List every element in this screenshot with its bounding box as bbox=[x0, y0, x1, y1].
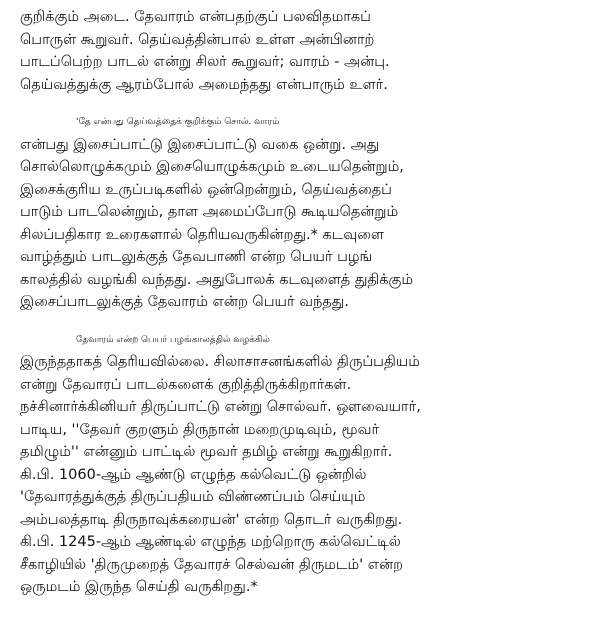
text-line: கி.பி. 1060-ஆம் ஆண்டு எழுந்த கல்வெட்டு ஒன்றில் bbox=[20, 466, 367, 483]
text-line: ஒருமடம் இருந்த செய்தி வருகிறது.* bbox=[20, 579, 258, 595]
text-line: அம்பலத்தாடி திருநாவுக்கரையன்' என்ற தொடர் வருகிறது. bbox=[20, 511, 403, 528]
text-line: பாடும் பாடலென்றும், தாள அமைப்போடு கூடியதென்றும் bbox=[20, 204, 399, 220]
text-line: என்பது இசைப்பாட்டு இசைப்பாட்டு வகை ஒன்று. அது bbox=[20, 136, 380, 153]
paragraph bbox=[20, 6, 582, 96]
text-line: சொல்லொழுக்கமும் இசையொழுக்கமும் உடையதென்றும், bbox=[20, 159, 404, 175]
text-line: இசைக்குரிய உருப்படிகளில் ஒன்றென்றும், தெய்வத்தைப் bbox=[20, 181, 392, 198]
text-line: 'தே என்பது தெய்வத்தைக் குறிக்கும் சொல். வாரம் bbox=[76, 117, 280, 127]
text-line: குறிக்கும் அடை. தேவாரம் என்பதற்குப் பலவிதமாகப் bbox=[20, 9, 371, 25]
text-line: கி.பி. 1245-ஆம் ஆண்டில் எழுந்த மற்றொரு கல்வெட்டில் bbox=[20, 534, 401, 550]
paragraph bbox=[20, 329, 582, 599]
text-line: பாடப்பெற்ற பாடல் என்று சிலர் கூறுவர்; வாரம் - அன்பு. bbox=[20, 54, 390, 70]
text-line: 'தேவாரத்துக்குத் திருப்பதியம் விண்ணப்பம் செய்யும் bbox=[20, 489, 366, 505]
text-line: வாழ்த்தும் பாடலுக்குத் தேவபாணி என்ற பெயர் பழங் bbox=[20, 249, 373, 265]
text-line: தேவாரம் என்ற பெயர் பழங்காலத்தில் வழக்கில் bbox=[76, 334, 270, 345]
text-line: சீகாழியில் 'திருமுறைத் தேவாரச் செல்வன் திருமடம்' என்ற bbox=[20, 556, 403, 573]
text-line: சிலப்பதிகார உரைகளால் தெரியவருகின்றது.* கடவுளை bbox=[20, 226, 385, 243]
text-line: தமிழும்'' என்னும் பாட்டில் மூவர் தமிழ் என்று கூறுகிறார். bbox=[20, 444, 393, 460]
text-line: பொருள் கூறுவர். தெய்வத்தின்பால் உள்ள அன்பினாற் bbox=[20, 31, 375, 48]
text-line: பாடிய, ''தேவர் குறளும் திருநான் மறைமுடிவும், மூவர் bbox=[20, 421, 380, 438]
text-line: என்று தேவாரப் பாடல்களைக் குறித்திருக்கிறார்கள். bbox=[20, 376, 352, 393]
text-line: தெய்வத்துக்கு ஆரம்போல் அமைந்தது என்பாரும் உளர். bbox=[20, 76, 388, 93]
text-line: இசைப்பாடலுக்குத் தேவாரம் என்ற பெயர் வந்தது. bbox=[20, 294, 349, 310]
paragraph bbox=[20, 111, 582, 314]
text-line: இருந்ததாகத் தெரியவில்லை. சிலாசாசனங்களில் திருப்பதியம் bbox=[20, 354, 420, 370]
text-line: நச்சினார்க்கினியர் திருப்பாட்டு என்று சொல்வர். ஔவையார், bbox=[20, 399, 421, 415]
text-line: காலத்தில் வழங்கி வந்தது. அதுபோலக் கடவுளைத் துதிக்கும் bbox=[20, 271, 414, 288]
document-page bbox=[20, 6, 582, 599]
